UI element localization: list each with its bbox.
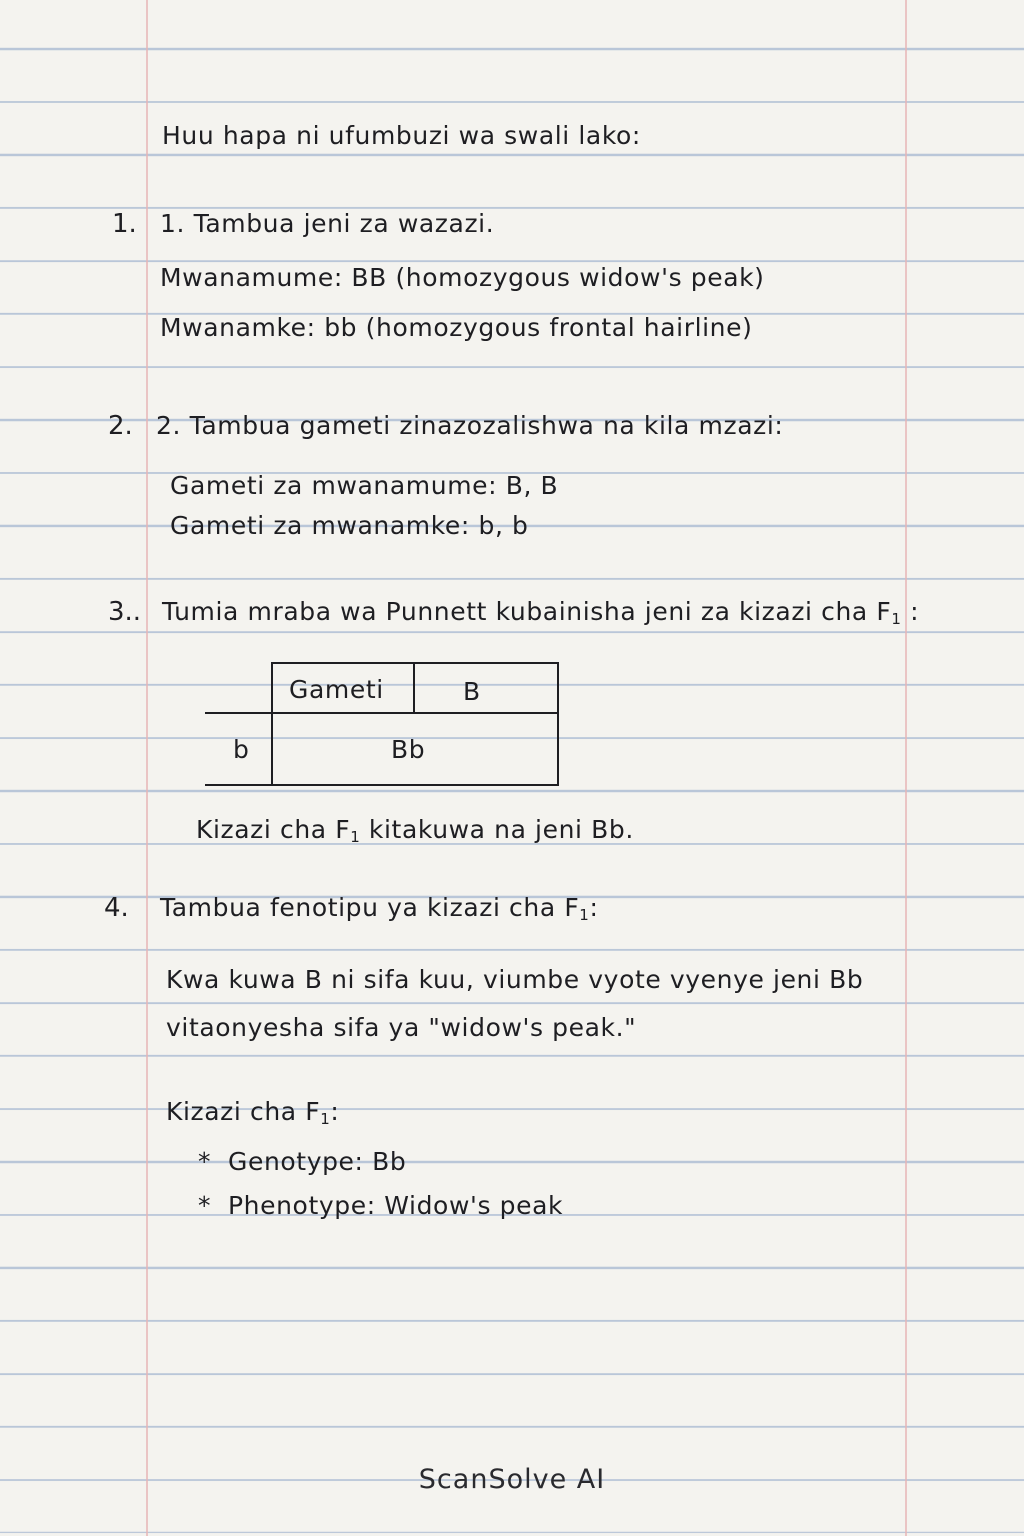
- step-2-mother-gametes: Gameti za mwanamke: b, b: [170, 511, 529, 540]
- step-3-conclusion: [196, 814, 634, 853]
- punnett-square: [205, 662, 561, 786]
- bullet-genotype: [198, 1146, 406, 1178]
- step-1-title: 1. Tambua jeni za wazazi.: [160, 209, 495, 238]
- bullet-phenotype: [198, 1190, 563, 1222]
- bullet-marker: *: [198, 1147, 212, 1176]
- step-4-paragraph-line-2: vitaonyesha sifa ya "widow's peak.": [166, 1013, 637, 1042]
- step-3-number: 3..: [108, 597, 142, 627]
- step-4-paragraph-line-1: Kwa kuwa B ni sifa kuu, viumbe vyote vyenye jeni Bb: [166, 965, 864, 994]
- step-2-number: 2.: [108, 411, 133, 441]
- step-3-conclusion-suffix: kitakuwa na jeni Bb.: [360, 815, 634, 844]
- punnett-header-divider: [413, 664, 415, 712]
- bullet-marker: *: [198, 1191, 212, 1220]
- step-2-father-gametes: Gameti za mwanamume: B, B: [170, 471, 559, 500]
- step-4-title-subscript: 1: [579, 906, 590, 924]
- step-1-mother-genotype: Mwanamke: bb (homozygous frontal hairline): [160, 313, 753, 342]
- punnett-bottom-border: [205, 784, 559, 786]
- punnett-top-border: [271, 662, 559, 664]
- step-3-title: [162, 596, 919, 635]
- step-2-title: 2. Tambua gameti zinazozalishwa na kila mzazi:: [156, 411, 784, 440]
- punnett-right-border: [557, 662, 559, 786]
- step-3-conclusion-text: Kizazi cha F: [196, 815, 351, 844]
- punnett-offspring-cell: Bb: [391, 735, 426, 764]
- step-3-title-suffix: :: [901, 597, 920, 626]
- footer-brand: ScanSolve AI: [418, 1464, 606, 1495]
- bullet-genotype-text: Genotype: Bb: [228, 1147, 407, 1176]
- step-4-summary-text: Kizazi cha F: [166, 1097, 321, 1126]
- step-4-number: 4.: [104, 893, 129, 923]
- punnett-middle-border: [205, 712, 559, 714]
- step-4-summary-subscript: 1: [320, 1110, 331, 1128]
- punnett-header-gameti: Gameti: [289, 675, 384, 704]
- bullet-phenotype-text: Phenotype: Widow's peak: [228, 1191, 564, 1220]
- step-3-conclusion-subscript: 1: [350, 828, 361, 846]
- punnett-left-border: [271, 662, 273, 786]
- step-4-title: [160, 892, 598, 931]
- left-margin-line: [146, 0, 148, 1536]
- step-4-summary-heading: [166, 1096, 339, 1135]
- step-3-title-text: Tumia mraba wa Punnett kubainisha jeni za kizazi cha F: [162, 597, 892, 626]
- step-4-summary-suffix: :: [330, 1097, 340, 1126]
- step-4-title-text: Tambua fenotipu ya kizazi cha F: [160, 893, 580, 922]
- step-1-number: 1.: [112, 209, 137, 239]
- step-4-title-suffix: :: [589, 893, 599, 922]
- intro-text: Huu hapa ni ufumbuzi wa swali lako:: [162, 121, 641, 150]
- step-3-title-subscript: 1: [891, 610, 902, 628]
- punnett-row-label: b: [233, 735, 250, 764]
- right-margin-line: [905, 0, 907, 1536]
- punnett-header-allele: B: [463, 677, 481, 706]
- step-1-father-genotype: Mwanamume: BB (homozygous widow's peak): [160, 263, 765, 292]
